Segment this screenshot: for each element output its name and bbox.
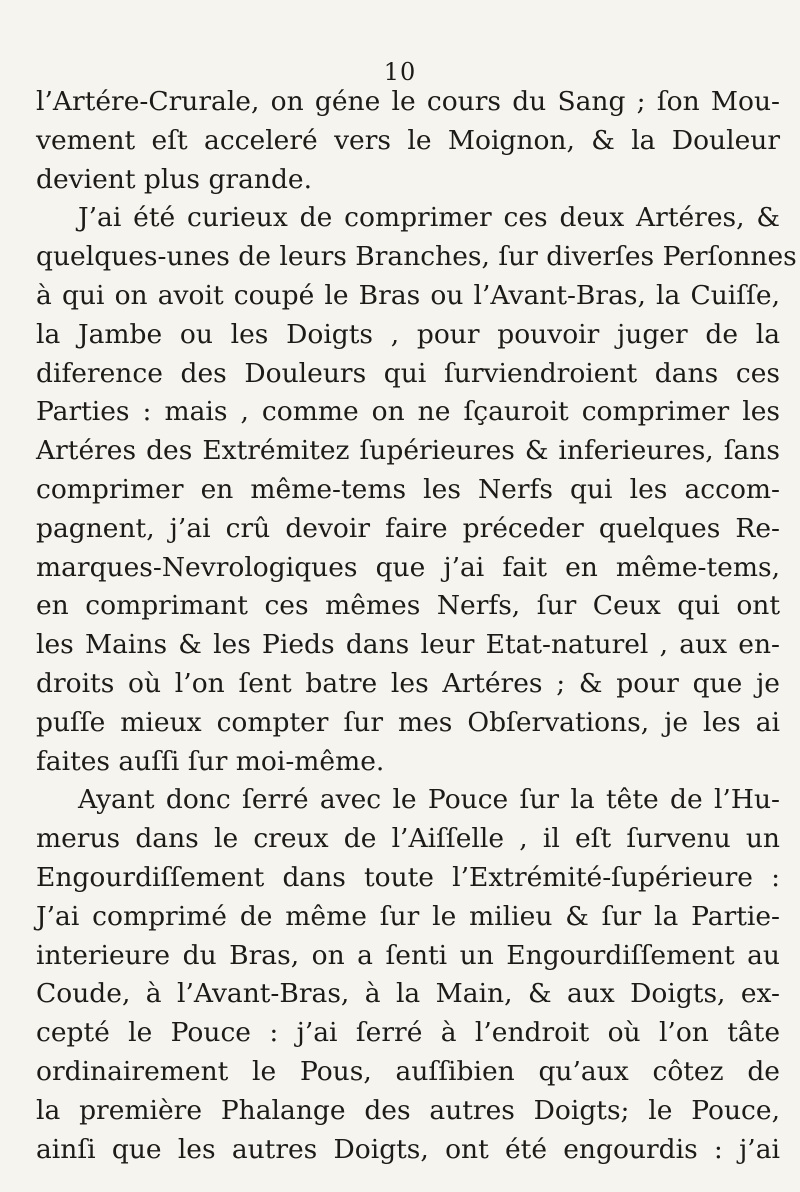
text-line: interieure du Bras, on a ſenti un Engourdiſſement au [36,939,780,971]
text-line: comprimer en même-tems les Nerfs qui les accom- [36,473,780,505]
text-line: Ayant donc ſerré avec le Pouce ſur la tête de l’Hu- [78,784,780,816]
text-line: ainſi que les autres Doigts, ont été engourdis : j’ai [36,1133,780,1165]
text-line: ordinairement le Pous, auſſibien qu’aux côtez de [36,1055,780,1087]
text-line: J’ai été curieux de comprimer ces deux Artéres, & [78,202,780,234]
text-line: les Mains & les Pieds dans leur Etat-naturel , aux en- [36,629,780,661]
text-line: droits où l’on ſent batre les Artéres ; & pour que je [36,667,780,699]
text-line: l’Artére-Crurale, on géne le cours du Sang ; ſon Mou- [36,86,780,117]
text-line: la Jambe ou les Doigts , pour pouvoir juger de la [36,318,780,350]
text-line: J’ai comprimé de même ſur le milieu & ſur la Partie- [36,900,780,932]
text-line: vement eſt acceleré vers le Moignon, & la Douleur [36,124,780,156]
text-line: la première Phalange des autres Doigts; le Pouce, [36,1094,780,1126]
body-text [36,83,797,1169]
text-line: cepté le Pouce : j’ai ſerré à l’endroit où l’on tâte [36,1017,780,1049]
text-line: puſſe mieux compter ſur mes Obſervations, je les ai [36,706,780,738]
text-line: Parties : mais , comme on ne ſçauroit comprimer les [36,396,780,428]
text-line: en comprimant ces mêmes Nerfs, ſur Ceux qui ont [36,590,780,622]
text-line: Coude, à l’Avant-Bras, à la Main, & aux Doigts, ex- [36,978,780,1010]
text-line: marques-Nevrologiques que j’ai fait en même-tems, [36,551,780,583]
text-line: Artéres des Extrémitez ſupérieures & inferieures, ſans [36,435,780,467]
page-number: 10 [383,58,417,86]
text-line: à qui on avoit coupé le Bras ou l’Avant-Bras, la Cuiſſe, [36,279,780,311]
text-line: faites auſſi ſur moi-même. [36,745,385,777]
text-line: merus dans le creux de l’Aiſſelle , il eſt ſurvenu un [36,823,780,855]
text-line: quelques-unes de leurs Branches, ſur diverſes Perſonnes [36,241,797,273]
text-line: Engourdiſſement dans toute l’Extrémité-ſupérieure : [36,861,780,893]
text-line: devient plus grande. [36,163,313,195]
text-line: pagnent, j’ai crû devoir faire préceder quelques Re- [36,512,780,544]
text-line: diference des Douleurs qui ſurviendroient dans ces [36,357,780,389]
